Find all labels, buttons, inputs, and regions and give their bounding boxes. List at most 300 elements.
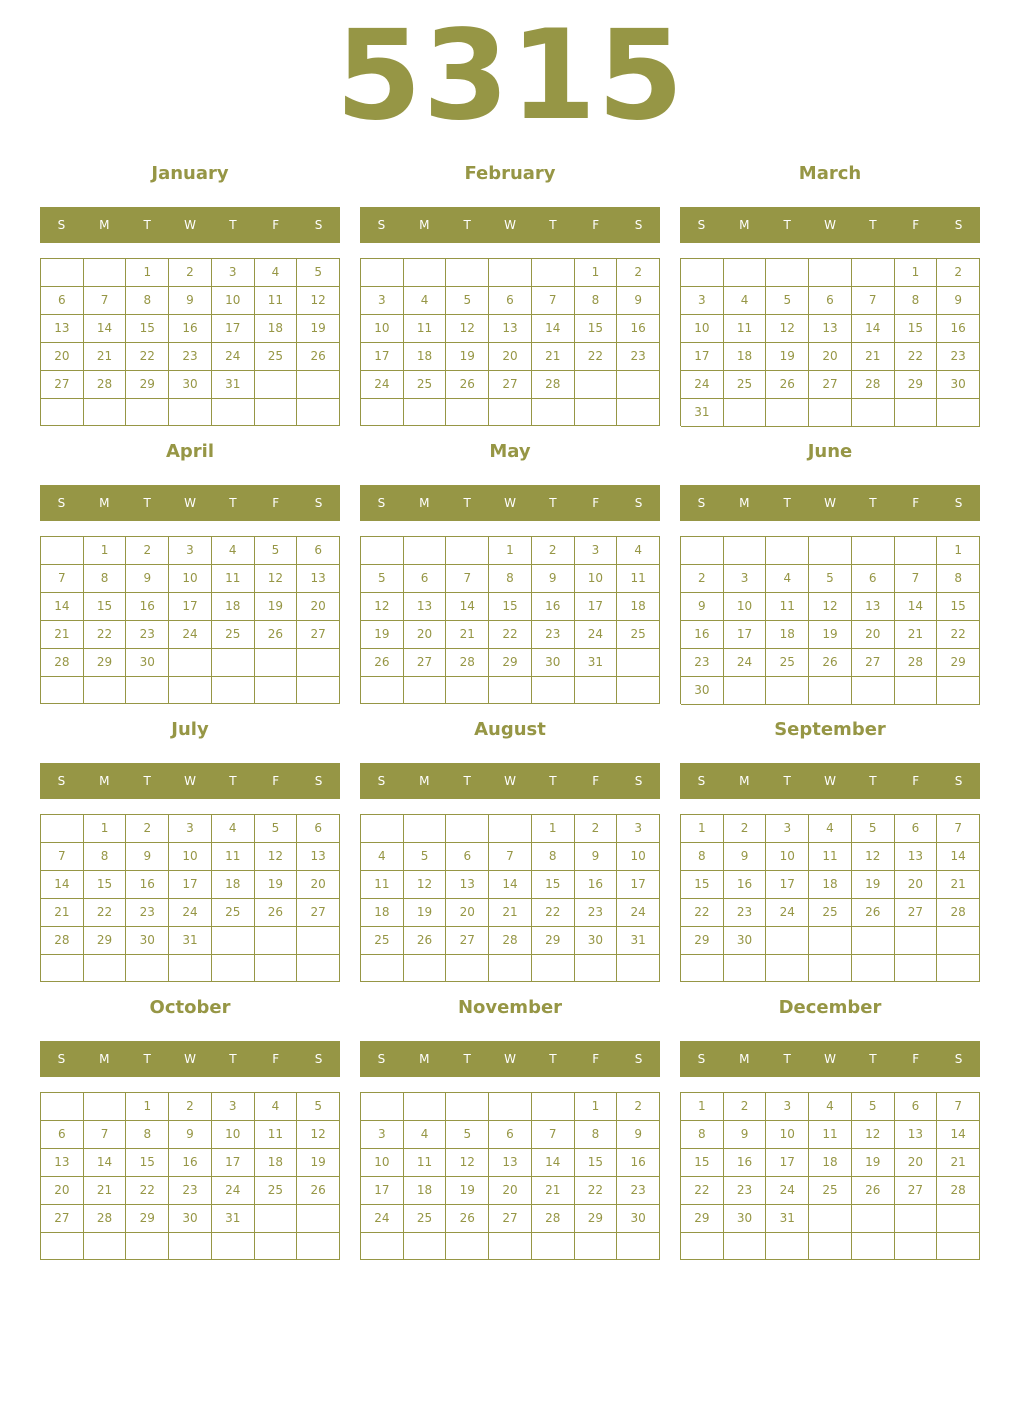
day-cell: 20 [297, 871, 340, 899]
day-cell: 17 [681, 343, 724, 371]
day-cell: 7 [532, 287, 575, 315]
day-cell: 21 [84, 1177, 127, 1205]
weekday-label: F [272, 218, 280, 232]
day-cell: 21 [895, 621, 938, 649]
day-cell: 23 [169, 1177, 212, 1205]
day-cell: 9 [575, 843, 618, 871]
empty-day-cell [724, 399, 767, 427]
weekday-label: W [504, 218, 516, 232]
day-grid [360, 1092, 660, 1260]
weekday-label: M [99, 218, 110, 232]
day-cell: 29 [126, 1205, 169, 1233]
weekday-label: M [99, 774, 110, 788]
day-cell: 4 [617, 537, 660, 565]
day-cell: 25 [404, 371, 447, 399]
weekday-label: F [592, 218, 600, 232]
empty-day-cell [446, 537, 489, 565]
month-title: March [798, 163, 862, 184]
day-cell: 9 [169, 287, 212, 315]
day-cell: 26 [852, 1177, 895, 1205]
day-grid [680, 1092, 980, 1260]
empty-day-cell [852, 399, 895, 427]
empty-day-cell [404, 1093, 447, 1121]
day-cell: 28 [895, 649, 938, 677]
day-cell: 28 [937, 1177, 980, 1205]
empty-day-cell [809, 1205, 852, 1233]
day-cell: 8 [84, 565, 127, 593]
day-cell: 5 [852, 1093, 895, 1121]
day-cell: 15 [126, 315, 169, 343]
day-cell: 13 [489, 315, 532, 343]
weekday-label: S [954, 1052, 963, 1066]
day-cell: 13 [297, 565, 340, 593]
empty-day-cell [895, 927, 938, 955]
weekday-header [40, 485, 340, 521]
day-cell: 7 [937, 815, 980, 843]
weekday-label: F [272, 1052, 280, 1066]
day-cell: 1 [681, 815, 724, 843]
empty-day-cell [255, 399, 298, 426]
day-cell: 25 [404, 1205, 447, 1233]
empty-day-cell [852, 1233, 895, 1260]
empty-day-cell [41, 537, 84, 565]
day-cell: 5 [255, 537, 298, 565]
empty-day-cell [446, 815, 489, 843]
day-cell: 5 [297, 1093, 340, 1121]
weekday-label: T [783, 1052, 791, 1066]
weekday-label: T [229, 1052, 237, 1066]
day-cell: 13 [852, 593, 895, 621]
empty-day-cell [84, 259, 127, 287]
day-cell: 24 [766, 899, 809, 927]
day-cell: 21 [532, 1177, 575, 1205]
day-cell: 22 [126, 343, 169, 371]
weekday-label: F [912, 496, 920, 510]
empty-day-cell [255, 371, 298, 399]
day-cell: 29 [489, 649, 532, 677]
empty-day-cell [724, 955, 767, 982]
day-cell: 3 [766, 1093, 809, 1121]
day-cell: 12 [809, 593, 852, 621]
day-cell: 20 [404, 621, 447, 649]
day-cell: 23 [532, 621, 575, 649]
day-cell: 10 [766, 1121, 809, 1149]
day-cell: 4 [212, 537, 255, 565]
day-cell: 26 [766, 371, 809, 399]
day-cell: 9 [724, 1121, 767, 1149]
empty-day-cell [489, 1093, 532, 1121]
day-cell: 20 [489, 1177, 532, 1205]
day-cell: 3 [681, 287, 724, 315]
empty-day-cell [255, 1205, 298, 1233]
empty-day-cell [169, 649, 212, 677]
day-cell: 28 [446, 649, 489, 677]
day-cell: 19 [852, 871, 895, 899]
empty-day-cell [937, 399, 980, 427]
day-cell: 27 [297, 899, 340, 927]
weekday-label: T [783, 774, 791, 788]
day-cell: 20 [489, 343, 532, 371]
day-cell: 14 [84, 315, 127, 343]
day-cell: 4 [404, 1121, 447, 1149]
month-title: February [464, 163, 556, 184]
empty-day-cell [404, 1233, 447, 1260]
day-cell: 28 [41, 649, 84, 677]
day-cell: 12 [297, 287, 340, 315]
weekday-label: S [697, 1052, 706, 1066]
empty-day-cell [212, 927, 255, 955]
day-cell: 25 [724, 371, 767, 399]
empty-day-cell [446, 1093, 489, 1121]
empty-day-cell [446, 399, 489, 426]
weekday-label: F [912, 774, 920, 788]
day-cell: 6 [446, 843, 489, 871]
day-cell: 20 [895, 871, 938, 899]
day-grid [360, 814, 660, 982]
empty-day-cell [766, 677, 809, 705]
day-cell: 1 [84, 815, 127, 843]
day-cell: 12 [361, 593, 404, 621]
day-cell: 7 [532, 1121, 575, 1149]
day-cell: 8 [532, 843, 575, 871]
weekday-label: W [824, 1052, 836, 1066]
day-cell: 4 [809, 1093, 852, 1121]
day-cell: 10 [169, 565, 212, 593]
day-cell: 18 [361, 899, 404, 927]
day-cell: 18 [766, 621, 809, 649]
day-cell: 5 [297, 259, 340, 287]
day-cell: 15 [84, 871, 127, 899]
day-cell: 23 [724, 1177, 767, 1205]
empty-day-cell [489, 399, 532, 426]
weekday-label: W [184, 218, 196, 232]
empty-day-cell [255, 1233, 298, 1260]
empty-day-cell [895, 1205, 938, 1233]
day-cell: 4 [809, 815, 852, 843]
day-cell: 19 [852, 1149, 895, 1177]
day-cell: 17 [212, 315, 255, 343]
day-cell: 15 [575, 315, 618, 343]
empty-day-cell [852, 927, 895, 955]
day-cell: 7 [41, 565, 84, 593]
empty-day-cell [937, 927, 980, 955]
empty-day-cell [255, 677, 298, 704]
empty-day-cell [852, 259, 895, 287]
day-cell: 15 [84, 593, 127, 621]
empty-day-cell [255, 927, 298, 955]
weekday-label: T [463, 1052, 471, 1066]
month-title: September [774, 719, 886, 740]
day-cell: 22 [681, 1177, 724, 1205]
empty-day-cell [361, 1233, 404, 1260]
day-cell: 3 [212, 1093, 255, 1121]
day-cell: 27 [809, 371, 852, 399]
weekday-label: S [377, 1052, 386, 1066]
weekday-label: T [143, 1052, 151, 1066]
day-cell: 30 [126, 649, 169, 677]
empty-day-cell [724, 677, 767, 705]
day-cell: 17 [766, 1149, 809, 1177]
day-cell: 9 [532, 565, 575, 593]
day-cell: 16 [681, 621, 724, 649]
day-cell: 7 [41, 843, 84, 871]
day-cell: 31 [681, 399, 724, 427]
day-grid [360, 258, 660, 426]
day-cell: 19 [297, 1149, 340, 1177]
empty-day-cell [532, 399, 575, 426]
day-cell: 19 [297, 315, 340, 343]
day-cell: 9 [126, 565, 169, 593]
day-cell: 3 [169, 537, 212, 565]
day-cell: 5 [361, 565, 404, 593]
day-cell: 25 [361, 927, 404, 955]
day-cell: 13 [489, 1149, 532, 1177]
day-cell: 28 [41, 927, 84, 955]
empty-day-cell [532, 1093, 575, 1121]
day-cell: 3 [766, 815, 809, 843]
day-cell: 26 [255, 899, 298, 927]
empty-day-cell [852, 955, 895, 982]
day-cell: 22 [126, 1177, 169, 1205]
weekday-label: F [912, 1052, 920, 1066]
day-cell: 21 [41, 621, 84, 649]
day-cell: 2 [169, 259, 212, 287]
month-title: May [489, 441, 531, 462]
day-cell: 1 [126, 1093, 169, 1121]
empty-day-cell [404, 815, 447, 843]
empty-day-cell [809, 955, 852, 982]
day-cell: 4 [361, 843, 404, 871]
weekday-label: M [419, 774, 430, 788]
day-cell: 31 [575, 649, 618, 677]
day-cell: 20 [41, 343, 84, 371]
day-cell: 11 [361, 871, 404, 899]
weekday-label: W [504, 774, 516, 788]
day-cell: 3 [617, 815, 660, 843]
weekday-header [680, 485, 980, 521]
day-cell: 23 [724, 899, 767, 927]
day-cell: 2 [126, 537, 169, 565]
day-cell: 25 [255, 1177, 298, 1205]
empty-day-cell [532, 677, 575, 704]
weekday-label: S [954, 218, 963, 232]
weekday-label: S [697, 218, 706, 232]
day-cell: 8 [895, 287, 938, 315]
weekday-label: S [314, 774, 323, 788]
weekday-label: W [184, 774, 196, 788]
day-cell: 1 [84, 537, 127, 565]
day-cell: 20 [809, 343, 852, 371]
day-cell: 20 [297, 593, 340, 621]
empty-day-cell [681, 1233, 724, 1260]
day-cell: 18 [404, 343, 447, 371]
day-cell: 11 [404, 1149, 447, 1177]
day-cell: 11 [404, 315, 447, 343]
day-cell: 3 [212, 259, 255, 287]
empty-day-cell [809, 1233, 852, 1260]
day-cell: 13 [446, 871, 489, 899]
day-cell: 10 [681, 315, 724, 343]
day-cell: 10 [212, 287, 255, 315]
weekday-label: W [184, 1052, 196, 1066]
day-cell: 20 [446, 899, 489, 927]
empty-day-cell [41, 1233, 84, 1260]
day-cell: 19 [766, 343, 809, 371]
empty-day-cell [617, 677, 660, 704]
day-cell: 11 [255, 287, 298, 315]
empty-day-cell [937, 955, 980, 982]
empty-day-cell [489, 955, 532, 982]
day-cell: 19 [255, 593, 298, 621]
day-cell: 13 [895, 843, 938, 871]
empty-day-cell [724, 259, 767, 287]
day-cell: 27 [489, 371, 532, 399]
day-cell: 8 [681, 1121, 724, 1149]
weekday-label: F [592, 774, 600, 788]
day-cell: 22 [575, 1177, 618, 1205]
weekday-label: S [377, 218, 386, 232]
day-cell: 16 [937, 315, 980, 343]
weekday-label: T [463, 496, 471, 510]
day-cell: 14 [41, 593, 84, 621]
empty-day-cell [212, 955, 255, 982]
day-cell: 29 [681, 927, 724, 955]
day-cell: 26 [255, 621, 298, 649]
day-cell: 17 [575, 593, 618, 621]
empty-day-cell [446, 955, 489, 982]
day-cell: 30 [724, 1205, 767, 1233]
day-cell: 14 [446, 593, 489, 621]
empty-day-cell [575, 955, 618, 982]
day-cell: 11 [766, 593, 809, 621]
weekday-label: S [57, 218, 66, 232]
empty-day-cell [404, 955, 447, 982]
day-cell: 1 [937, 537, 980, 565]
day-cell: 16 [126, 871, 169, 899]
day-cell: 21 [41, 899, 84, 927]
day-cell: 20 [895, 1149, 938, 1177]
day-cell: 7 [895, 565, 938, 593]
empty-day-cell [126, 677, 169, 704]
day-cell: 5 [852, 815, 895, 843]
weekday-label: T [869, 496, 877, 510]
day-grid [680, 258, 980, 426]
day-cell: 26 [404, 927, 447, 955]
day-cell: 19 [446, 1177, 489, 1205]
day-cell: 19 [255, 871, 298, 899]
day-cell: 29 [895, 371, 938, 399]
weekday-label: F [912, 218, 920, 232]
month-title: January [151, 163, 229, 184]
day-cell: 6 [297, 537, 340, 565]
day-cell: 11 [617, 565, 660, 593]
day-cell: 19 [361, 621, 404, 649]
weekday-header [680, 207, 980, 243]
day-cell: 20 [41, 1177, 84, 1205]
day-cell: 15 [895, 315, 938, 343]
day-cell: 11 [212, 843, 255, 871]
day-cell: 30 [575, 927, 618, 955]
weekday-label: S [314, 496, 323, 510]
month-title: November [457, 997, 563, 1018]
day-cell: 13 [404, 593, 447, 621]
weekday-label: T [869, 218, 877, 232]
weekday-header [360, 763, 660, 799]
empty-day-cell [532, 1233, 575, 1260]
day-cell: 30 [937, 371, 980, 399]
day-cell: 17 [724, 621, 767, 649]
empty-day-cell [404, 537, 447, 565]
day-cell: 5 [809, 565, 852, 593]
day-cell: 21 [937, 871, 980, 899]
empty-day-cell [532, 955, 575, 982]
empty-day-cell [169, 955, 212, 982]
day-cell: 24 [766, 1177, 809, 1205]
empty-day-cell [126, 399, 169, 426]
empty-day-cell [297, 1233, 340, 1260]
day-cell: 22 [681, 899, 724, 927]
empty-day-cell [575, 1233, 618, 1260]
weekday-label: M [739, 496, 750, 510]
day-cell: 5 [404, 843, 447, 871]
day-cell: 28 [532, 371, 575, 399]
empty-day-cell [212, 1233, 255, 1260]
day-cell: 30 [532, 649, 575, 677]
weekday-label: F [592, 1052, 600, 1066]
weekday-label: T [143, 496, 151, 510]
empty-day-cell [489, 677, 532, 704]
weekday-label: T [549, 218, 557, 232]
day-cell: 8 [126, 1121, 169, 1149]
weekday-label: S [314, 218, 323, 232]
empty-day-cell [297, 955, 340, 982]
weekday-label: M [419, 1052, 430, 1066]
day-cell: 8 [575, 1121, 618, 1149]
day-grid [40, 814, 340, 982]
day-cell: 17 [361, 343, 404, 371]
day-cell: 29 [937, 649, 980, 677]
day-cell: 16 [724, 871, 767, 899]
day-grid [40, 536, 340, 704]
weekday-header [680, 763, 980, 799]
day-cell: 9 [617, 1121, 660, 1149]
empty-day-cell [126, 1233, 169, 1260]
empty-day-cell [361, 1093, 404, 1121]
empty-day-cell [766, 955, 809, 982]
day-cell: 12 [255, 565, 298, 593]
day-cell: 14 [532, 1149, 575, 1177]
day-cell: 12 [404, 871, 447, 899]
day-cell: 21 [852, 343, 895, 371]
day-cell: 24 [361, 1205, 404, 1233]
empty-day-cell [361, 537, 404, 565]
day-cell: 27 [852, 649, 895, 677]
empty-day-cell [41, 955, 84, 982]
empty-day-cell [297, 927, 340, 955]
day-cell: 15 [575, 1149, 618, 1177]
day-cell: 29 [532, 927, 575, 955]
weekday-label: T [869, 774, 877, 788]
day-cell: 18 [617, 593, 660, 621]
empty-day-cell [446, 259, 489, 287]
empty-day-cell [766, 537, 809, 565]
weekday-label: T [549, 496, 557, 510]
empty-day-cell [446, 677, 489, 704]
day-cell: 30 [617, 1205, 660, 1233]
day-cell: 16 [169, 315, 212, 343]
weekday-header [360, 207, 660, 243]
day-cell: 17 [766, 871, 809, 899]
